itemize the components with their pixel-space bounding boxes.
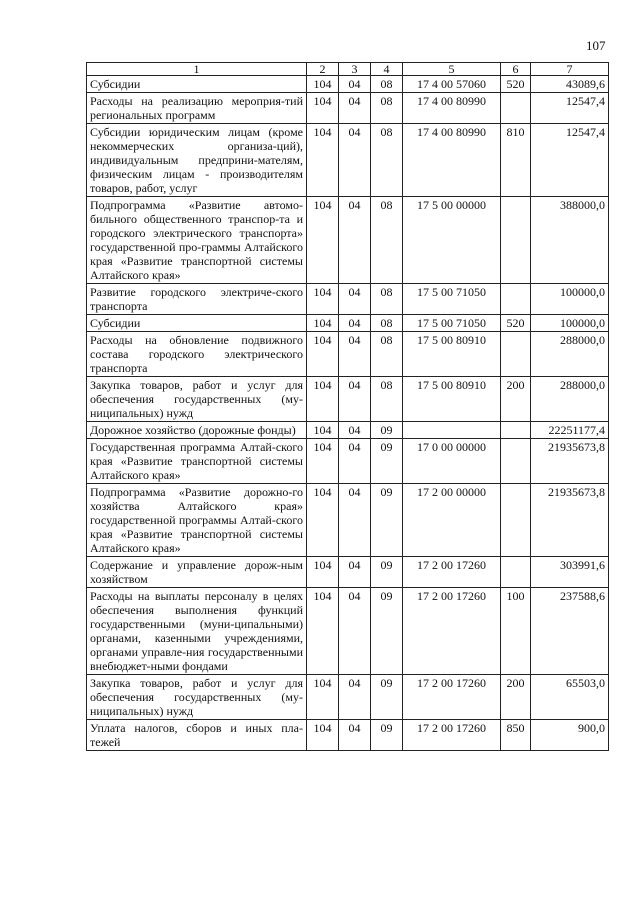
code-subsection: 09 xyxy=(371,720,403,751)
code-subsection: 08 xyxy=(371,332,403,377)
code-section: 04 xyxy=(339,557,371,588)
code-target-article: 17 5 00 00000 xyxy=(403,197,501,284)
row-name: Расходы на обновление подвижного состава городского электрического транспорта xyxy=(87,332,307,377)
code-subsection: 08 xyxy=(371,315,403,332)
code-grbs: 104 xyxy=(307,76,339,93)
code-target-article: 17 4 00 80990 xyxy=(403,124,501,197)
table-row xyxy=(87,588,609,675)
row-name: Подпрограмма «Развитие автомо-бильного общественного транспор-та и городского электрического транспорта» государственной про-граммы Алтайского края «Развитие транспортной системы Алтайского края» xyxy=(87,197,307,284)
row-amount: 12547,4 xyxy=(531,93,609,124)
code-grbs: 104 xyxy=(307,484,339,557)
row-amount: 100000,0 xyxy=(531,284,609,315)
table-row xyxy=(87,197,609,284)
code-grbs: 104 xyxy=(307,675,339,720)
row-amount: 237588,6 xyxy=(531,588,609,675)
row-name: Дорожное хозяйство (дорожные фонды) xyxy=(87,422,307,439)
code-expense-type: 200 xyxy=(501,675,531,720)
code-expense-type: 850 xyxy=(501,720,531,751)
row-name: Субсидии xyxy=(87,76,307,93)
code-target-article: 17 5 00 71050 xyxy=(403,284,501,315)
code-subsection: 08 xyxy=(371,284,403,315)
column-header: 4 xyxy=(371,63,403,76)
table-row xyxy=(87,76,609,93)
code-expense-type xyxy=(501,439,531,484)
table-row xyxy=(87,720,609,751)
code-expense-type: 200 xyxy=(501,377,531,422)
code-section: 04 xyxy=(339,675,371,720)
code-section: 04 xyxy=(339,720,371,751)
row-amount: 288000,0 xyxy=(531,377,609,422)
code-target-article: 17 0 00 00000 xyxy=(403,439,501,484)
column-header: 2 xyxy=(307,63,339,76)
row-amount: 21935673,8 xyxy=(531,439,609,484)
code-expense-type: 520 xyxy=(501,76,531,93)
code-target-article: 17 2 00 00000 xyxy=(403,484,501,557)
code-expense-type: 810 xyxy=(501,124,531,197)
code-expense-type xyxy=(501,422,531,439)
row-name: Субсидии xyxy=(87,315,307,332)
row-amount: 900,0 xyxy=(531,720,609,751)
row-amount: 65503,0 xyxy=(531,675,609,720)
code-subsection: 08 xyxy=(371,197,403,284)
row-amount: 22251177,4 xyxy=(531,422,609,439)
page-number: 107 xyxy=(586,38,606,53)
code-target-article: 17 5 00 80910 xyxy=(403,377,501,422)
code-section: 04 xyxy=(339,315,371,332)
row-amount: 21935673,8 xyxy=(531,484,609,557)
row-name: Содержание и управление дорож-ным хозяйством xyxy=(87,557,307,588)
code-grbs: 104 xyxy=(307,588,339,675)
code-grbs: 104 xyxy=(307,284,339,315)
code-expense-type: 100 xyxy=(501,588,531,675)
row-amount: 388000,0 xyxy=(531,197,609,284)
row-amount: 303991,6 xyxy=(531,557,609,588)
row-amount: 43089,6 xyxy=(531,76,609,93)
code-grbs: 104 xyxy=(307,720,339,751)
row-name: Расходы на реализацию мероприя-тий региональных программ xyxy=(87,93,307,124)
code-subsection: 08 xyxy=(371,377,403,422)
code-grbs: 104 xyxy=(307,377,339,422)
row-name: Закупка товаров, работ и услуг для обеспечения государственных (му-ниципальных) нужд xyxy=(87,377,307,422)
table-row xyxy=(87,484,609,557)
row-name: Расходы на выплаты персоналу в целях обеспечения выполнения функций государственными (муни-ципальными) органами, казенными учреждениями, органами управле-ния государственными внебюджет-ными фондами xyxy=(87,588,307,675)
code-target-article: 17 2 00 17260 xyxy=(403,720,501,751)
row-amount: 100000,0 xyxy=(531,315,609,332)
code-section: 04 xyxy=(339,76,371,93)
code-section: 04 xyxy=(339,588,371,675)
code-expense-type xyxy=(501,557,531,588)
row-name: Подпрограмма «Развитие дорожно-го хозяйства Алтайского края» государственной программы Алтай-ского края «Развитие транспортной системы Алтайского края» xyxy=(87,484,307,557)
row-name: Развитие городского электриче-ского транспорта xyxy=(87,284,307,315)
code-section: 04 xyxy=(339,377,371,422)
code-grbs: 104 xyxy=(307,557,339,588)
code-expense-type xyxy=(501,197,531,284)
code-subsection: 09 xyxy=(371,484,403,557)
column-header: 7 xyxy=(531,63,609,76)
code-target-article: 17 4 00 57060 xyxy=(403,76,501,93)
row-amount: 288000,0 xyxy=(531,332,609,377)
code-subsection: 09 xyxy=(371,422,403,439)
code-subsection: 09 xyxy=(371,557,403,588)
table-row xyxy=(87,315,609,332)
code-target-article: 17 2 00 17260 xyxy=(403,675,501,720)
code-grbs: 104 xyxy=(307,124,339,197)
code-subsection: 09 xyxy=(371,439,403,484)
table-row xyxy=(87,124,609,197)
column-header: 3 xyxy=(339,63,371,76)
code-section: 04 xyxy=(339,439,371,484)
code-section: 04 xyxy=(339,484,371,557)
code-expense-type xyxy=(501,93,531,124)
code-subsection: 09 xyxy=(371,675,403,720)
code-expense-type: 520 xyxy=(501,315,531,332)
column-header: 1 xyxy=(87,63,307,76)
table-row xyxy=(87,422,609,439)
code-expense-type xyxy=(501,332,531,377)
code-grbs: 104 xyxy=(307,332,339,377)
code-section: 04 xyxy=(339,93,371,124)
code-grbs: 104 xyxy=(307,422,339,439)
table-row xyxy=(87,557,609,588)
code-subsection: 08 xyxy=(371,93,403,124)
code-target-article: 17 2 00 17260 xyxy=(403,557,501,588)
header-row xyxy=(87,63,609,76)
code-section: 04 xyxy=(339,332,371,377)
table-row xyxy=(87,93,609,124)
code-subsection: 08 xyxy=(371,124,403,197)
code-grbs: 104 xyxy=(307,93,339,124)
row-name: Субсидии юридическим лицам (кроме некоммерческих организа-ций), индивидуальным предприни-мателям, физическим лицам - производителям товаров, работ, услуг xyxy=(87,124,307,197)
column-header: 5 xyxy=(403,63,501,76)
code-target-article: 17 4 00 80990 xyxy=(403,93,501,124)
table-row xyxy=(87,439,609,484)
table-row xyxy=(87,675,609,720)
table-row xyxy=(87,332,609,377)
table-row xyxy=(87,377,609,422)
code-section: 04 xyxy=(339,197,371,284)
budget-table xyxy=(86,62,609,751)
row-amount: 12547,4 xyxy=(531,124,609,197)
code-target-article: 17 5 00 71050 xyxy=(403,315,501,332)
code-target-article xyxy=(403,422,501,439)
code-target-article: 17 5 00 80910 xyxy=(403,332,501,377)
code-section: 04 xyxy=(339,422,371,439)
table-row xyxy=(87,284,609,315)
code-subsection: 09 xyxy=(371,588,403,675)
code-grbs: 104 xyxy=(307,439,339,484)
code-target-article: 17 2 00 17260 xyxy=(403,588,501,675)
column-header: 6 xyxy=(501,63,531,76)
code-expense-type xyxy=(501,284,531,315)
code-subsection: 08 xyxy=(371,76,403,93)
row-name: Уплата налогов, сборов и иных пла-тежей xyxy=(87,720,307,751)
row-name: Закупка товаров, работ и услуг для обеспечения государственных (му-ниципальных) нужд xyxy=(87,675,307,720)
code-section: 04 xyxy=(339,284,371,315)
row-name: Государственная программа Алтай-ского края «Развитие транспортной системы Алтайского края» xyxy=(87,439,307,484)
code-grbs: 104 xyxy=(307,315,339,332)
code-section: 04 xyxy=(339,124,371,197)
code-expense-type xyxy=(501,484,531,557)
code-grbs: 104 xyxy=(307,197,339,284)
